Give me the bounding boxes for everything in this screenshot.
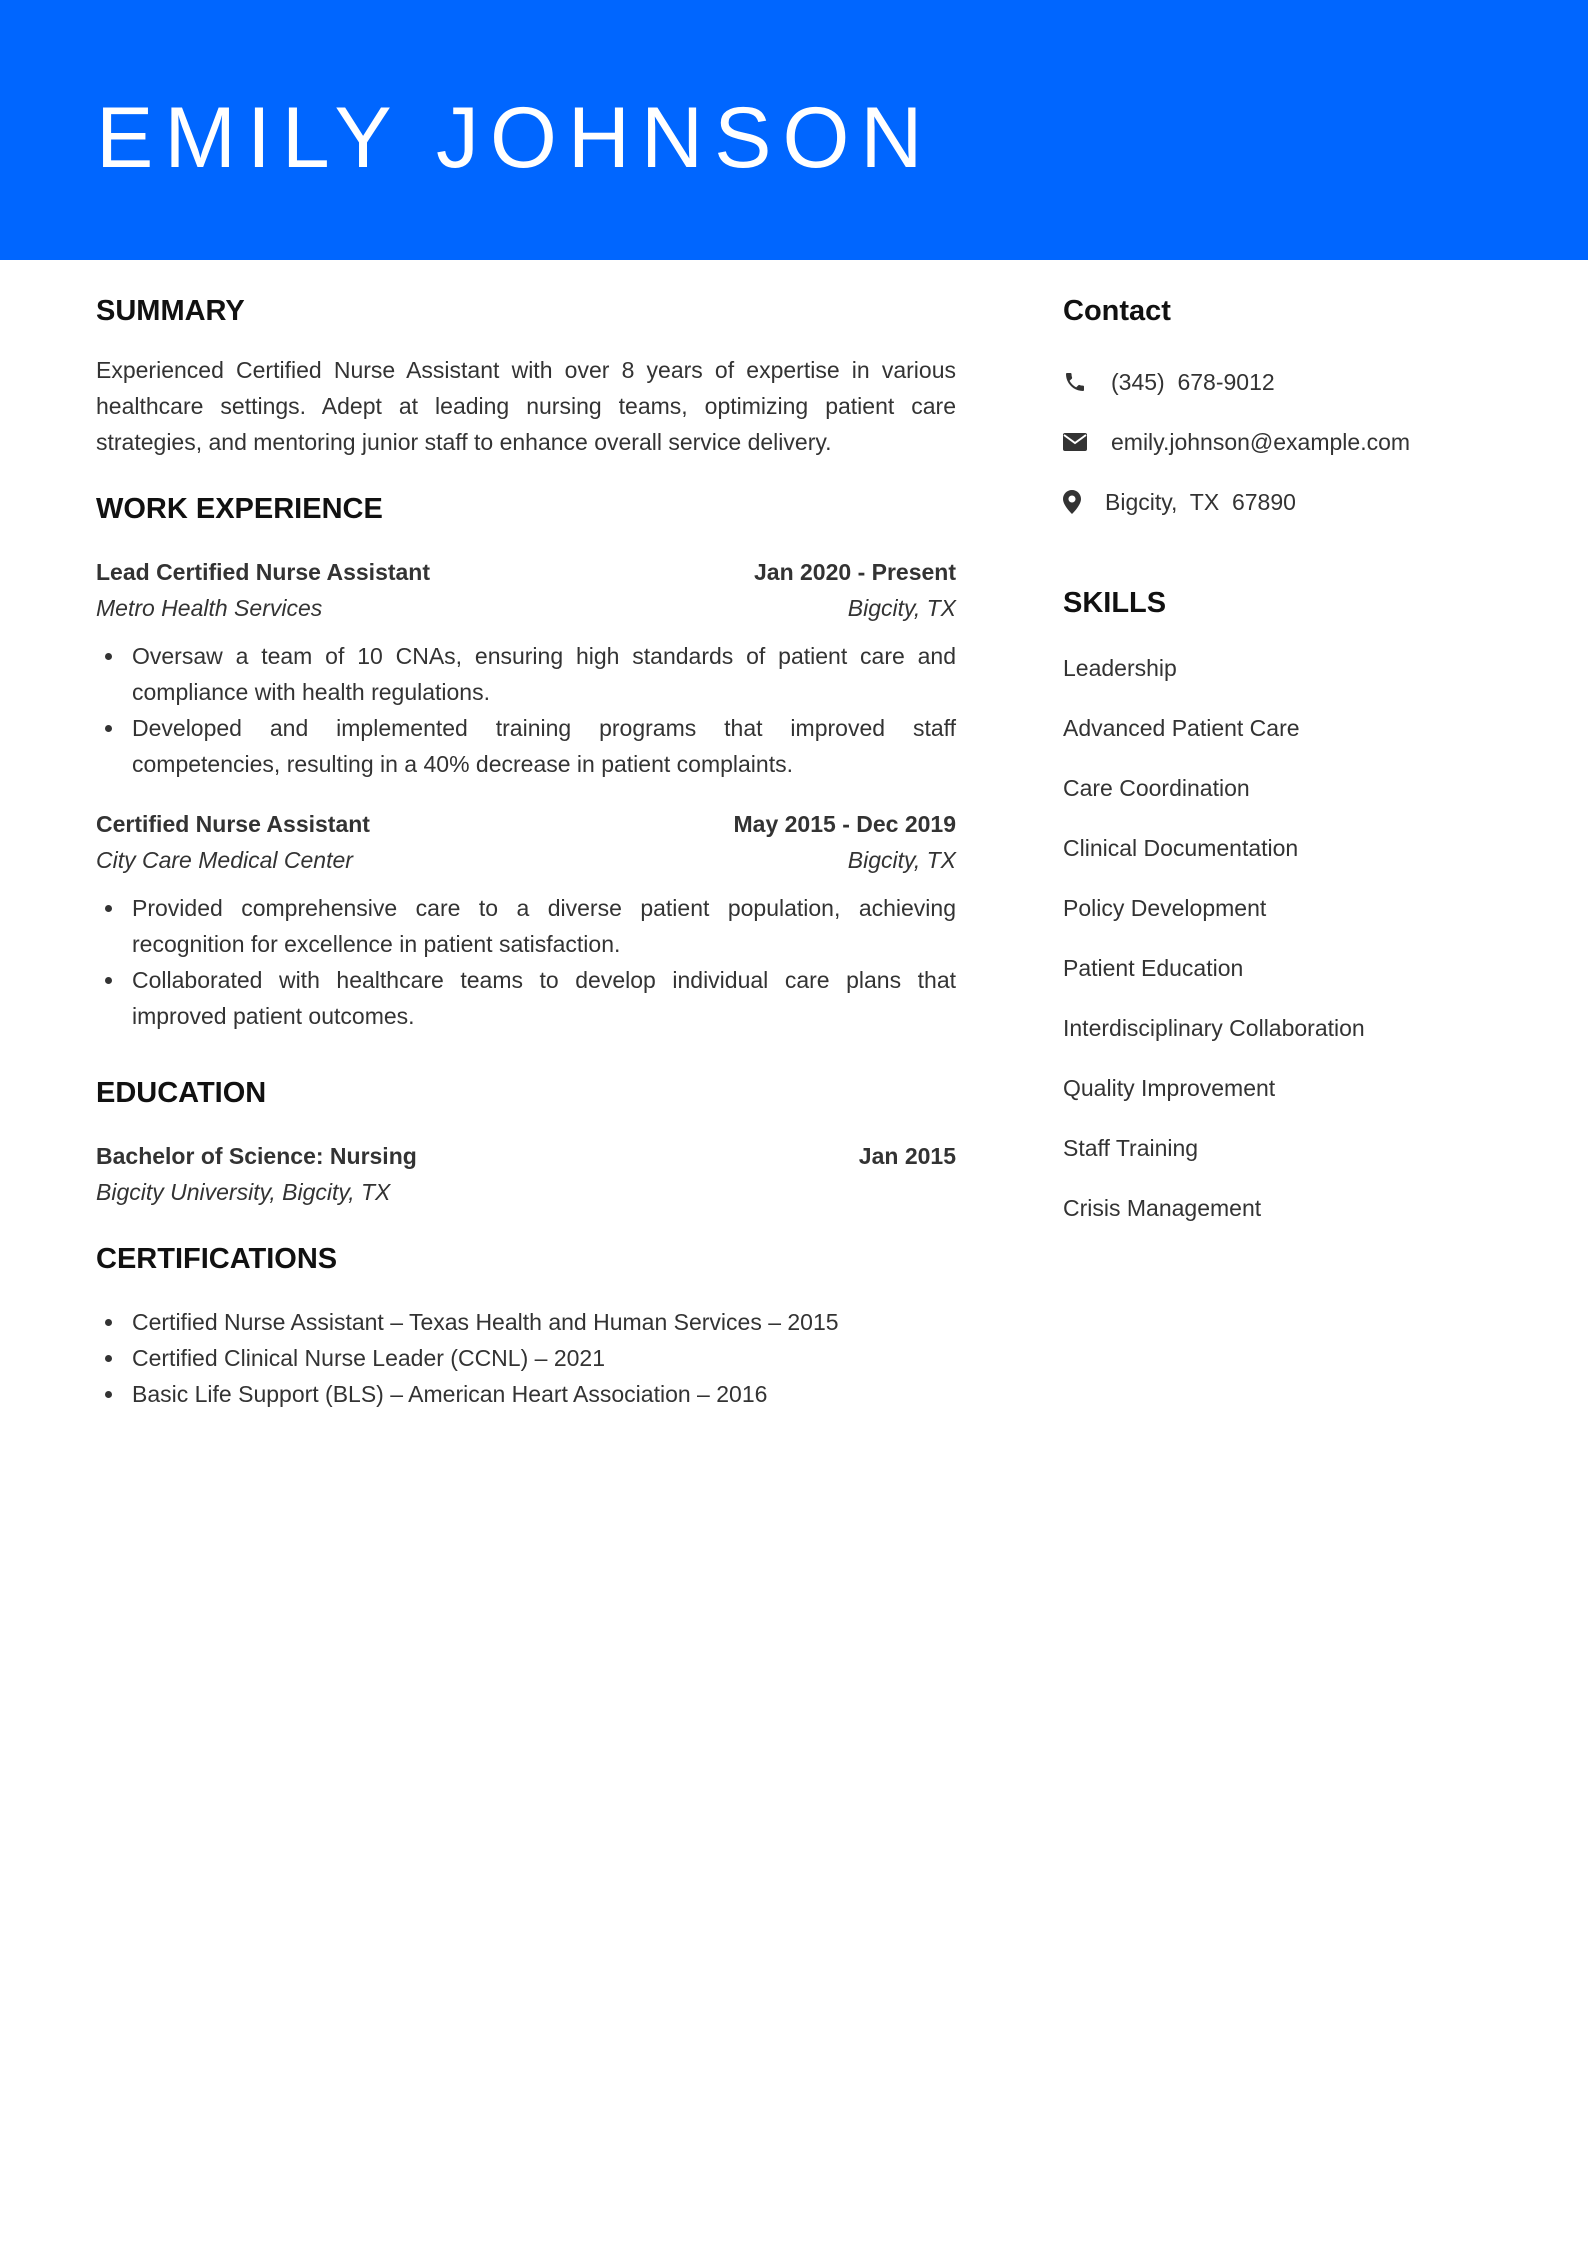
summary-title: SUMMARY — [96, 295, 245, 327]
job-location: Bigcity, TX — [847, 595, 956, 621]
contact-list — [1063, 352, 1523, 532]
job-bullet: Collaborated with healthcare teams to develop individual care plans that improved patient outcomes. — [96, 962, 956, 1034]
skill-item: Staff Training — [1063, 1135, 1199, 1161]
skill-item: Advanced Patient Care — [1063, 715, 1300, 741]
job-dates: May 2015 - Dec 2019 — [733, 811, 956, 837]
education-school-text: Bigcity University, Bigcity, TX — [96, 1179, 391, 1205]
contact-location-text: Bigcity, TX 67890 — [1105, 489, 1296, 515]
job-bullet: Developed and implemented training programs that improved staff competencies, resulting in a 40% decrease in patient complaints. — [96, 710, 956, 782]
job-company: Metro Health Services — [96, 595, 323, 621]
skill-item: Quality Improvement — [1063, 1075, 1276, 1101]
education-header — [96, 1138, 956, 1174]
contact-email-text: emily.johnson@example.com — [1111, 429, 1411, 455]
skill-item: Policy Development — [1063, 895, 1267, 921]
job-role: Lead Certified Nurse Assistant — [96, 559, 431, 585]
skill-item: Patient Education — [1063, 955, 1244, 981]
job-dates: Jan 2020 - Present — [753, 559, 956, 585]
certification-list — [96, 1304, 956, 1412]
certification-item: Certified Clinical Nurse Leader (CCNL) – 2021 — [96, 1340, 956, 1376]
job-bullet: Provided comprehensive care to a diverse patient population, achieving recognition for excellence in patient satisfaction. — [96, 890, 956, 962]
sidebar-column — [1063, 290, 1523, 1238]
work-experience-title: WORK EXPERIENCE — [96, 493, 383, 525]
skills-title: SKILLS — [1063, 587, 1167, 619]
skills-list — [1063, 638, 1523, 1238]
contact-location — [1063, 472, 1523, 532]
candidate-name: EMILY JOHNSON — [96, 90, 934, 186]
map-marker-icon — [1063, 490, 1105, 514]
contact-section — [1063, 290, 1523, 532]
skill-item: Clinical Documentation — [1063, 835, 1299, 861]
job-header — [96, 806, 956, 842]
summary-text: Experienced Certified Nurse Assistant with over 8 years of expertise in various healthcare settings. Adept at leading nursing teams, optimizing patient care strategies, and mentoring junior staff to enhance overall service delivery. — [96, 357, 956, 455]
envelope-icon — [1063, 432, 1111, 452]
skill-item: Crisis Management — [1063, 1195, 1262, 1221]
header-banner — [0, 0, 1588, 260]
contact-phone-text: (345) 678-9012 — [1111, 369, 1275, 395]
phone-icon — [1063, 370, 1111, 394]
education-title: EDUCATION — [96, 1077, 267, 1109]
job-subheader — [96, 590, 956, 626]
job-header — [96, 554, 956, 590]
certification-item: Certified Nurse Assistant – Texas Health and Human Services – 2015 — [96, 1304, 956, 1340]
job-location: Bigcity, TX — [847, 847, 956, 873]
education-date: Jan 2015 — [858, 1143, 956, 1169]
education-degree: Bachelor of Science: Nursing — [96, 1143, 417, 1169]
certifications-section — [96, 1238, 956, 1412]
job-entry — [96, 554, 956, 782]
certifications-title: CERTIFICATIONS — [96, 1243, 338, 1275]
work-experience-section — [96, 488, 956, 1034]
education-school — [96, 1174, 956, 1210]
skill-item: Care Coordination — [1063, 775, 1250, 801]
job-role: Certified Nurse Assistant — [96, 811, 370, 837]
job-bullets — [96, 638, 956, 782]
contact-phone — [1063, 352, 1523, 412]
skill-item: Leadership — [1063, 655, 1177, 681]
contact-title: Contact — [1063, 295, 1171, 327]
job-subheader — [96, 842, 956, 878]
contact-email — [1063, 412, 1523, 472]
job-bullets — [96, 890, 956, 1034]
skills-section — [1063, 582, 1523, 1238]
main-column — [96, 290, 956, 1412]
job-entry — [96, 806, 956, 1034]
certification-item: Basic Life Support (BLS) – American Heart Association – 2016 — [96, 1376, 956, 1412]
summary-section — [96, 290, 956, 460]
skill-item: Interdisciplinary Collaboration — [1063, 1015, 1365, 1041]
job-bullet: Oversaw a team of 10 CNAs, ensuring high standards of patient care and compliance with health regulations. — [96, 638, 956, 710]
education-section — [96, 1072, 956, 1210]
job-company: City Care Medical Center — [96, 847, 353, 873]
